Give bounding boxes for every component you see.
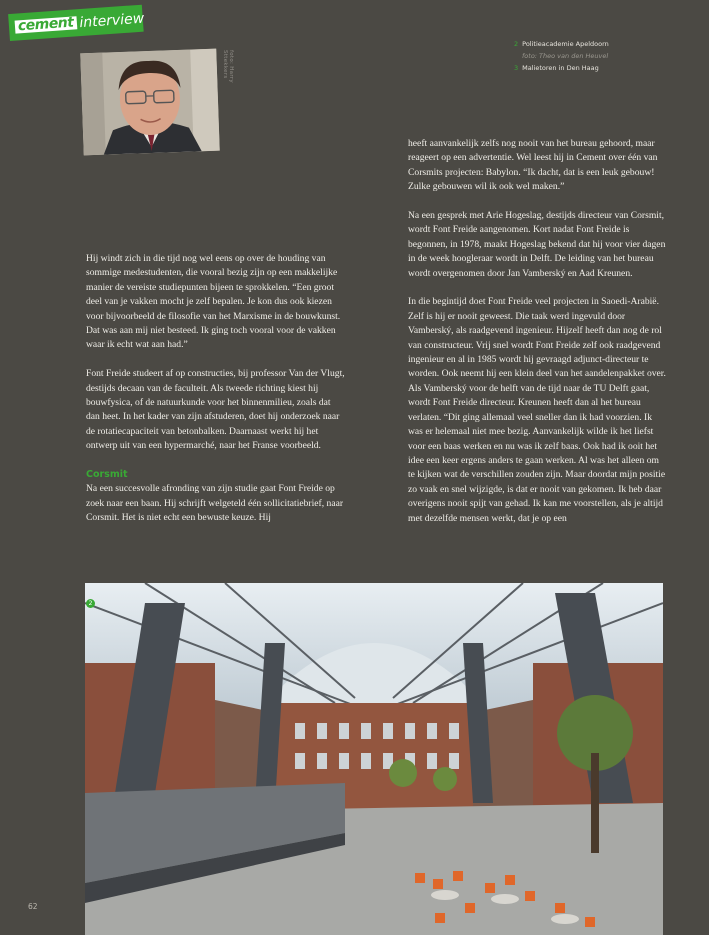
atrium-photo	[85, 583, 663, 935]
photo-number-badge: 2	[86, 599, 95, 608]
paragraph: Font Freide studeert af op constructies, bij professor Van der Vlugt, destijds decaan van de faculteit. Als tweede richting kiest hij bouwfysica, of de natuurkunde voor het binnenmilieu, zoals dat dan heet. In het kader van zijn afstuderen, doet hij onderzoek naar de rotatiecapaciteit van betonbalken. Daarnaast werkt hij het ontwerp uit van een hypermarché, naar het Franse voorbeeld.	[86, 368, 345, 452]
caption-2: 2 Politieacademie Apeldoorn	[514, 40, 609, 48]
paragraph: Na een gesprek met Arie Hogeslag, destijds directeur van Corsmit, wordt Font Freide aangenomen. Kort nadat Font Freide is begonnen, in 1978, maakt Hogeslag bekend dat hij voor vier dagen in de week hoogleraar wordt in Delft. De leiding van het bureau wordt overgenomen door Jan Vamberský en Aad Kreunen.	[408, 210, 666, 279]
paragraph: heeft aanvankelijk zelfs nog nooit van het bureau gehoord, maar reageert op een advertentie. Wel leest hij in Cement over één van Corsmits projecten: Babylon. “Ik dacht, dat is een leuk gebouw! Zulke gebouwen wil ik ook wel maken.”	[408, 138, 658, 193]
portrait-photo	[80, 49, 219, 156]
paragraph: Na een succesvolle afronding van zijn studie gaat Font Freide op zoek naar een baan. Hij schrijft welgeteld één sollicitatiebrief, naar Corsmit. Het is niet echt een bewuste keuze. Hij	[86, 483, 344, 524]
magazine-logo: cement	[15, 16, 77, 33]
section-label: interview	[78, 10, 145, 31]
article-right-column	[408, 137, 668, 540]
caption-3: 3 Malietoren in Den Haag	[514, 64, 599, 72]
caption-photo-credit: foto: Theo van den Heuvel	[522, 52, 609, 60]
photo-captions	[514, 38, 694, 74]
paragraph: In die begintijd doet Font Freide veel projecten in Saoedi-Arabië. Zelf is hij er nooit geweest. Die taak werd ingevuld door Vamberský, als raadgevend ingenieur. Hijzelf heeft dan nog de rol van constructeur. Vrij snel wordt Font Freide zelf ook raadgevend ingenieur en al in 1985 wordt hij gevraagd adjunct-directeur te worden. Ook neemt hij een klein deel van het aandelenpakket over. Als Vamberský voor de helft van de tijd naar de TU Delft gaat, wordt Font Freide directeur. Kreunen heeft dan al het bureau verlaten. “Dit ging allemaal veel sneller dan ik had voorzien. Ik was er helemaal niet mee bezig. Aanvankelijk wilde ik het liefst voor een baas werken en nu was ik zelf baas. Ook had ik ooit het idee een keer ergens anders te gaan werken. Al was het alleen om te kijken wat de verschillen zouden zijn. Maar doordat mijn positie zo vaak en snel wijzigde, is dat er nooit van gekomen. Ik heb daar overigens nooit spijt van gehad. Ik kan me voorstellen, als je altijd met dezelfde mensen werkt, dat je op een	[408, 296, 666, 524]
article-left-column	[86, 252, 346, 540]
photo-credit: foto: Harry Sttekkers	[222, 50, 234, 83]
section-tag	[8, 5, 144, 41]
paragraph: Hij windt zich in die tijd nog wel eens op over de houding van sommige medestudenten, die vooral bezig zijn op een makkelijke manier de vereiste studiepunten bijeen te sprokkelen. “Een groot deel van je vakken mocht je zelf bepalen. Je kon dus ook kiezen voor bijvoorbeeld de filosofie van het Marxisme in de bouwkunst. Dat was aan mij niet besteed. Ik ging toch vooral voor de vakken waar ik echt wat aan had.”	[86, 253, 341, 351]
subheading-corsmit: Corsmit	[86, 469, 128, 481]
page-number: 62	[28, 902, 38, 911]
